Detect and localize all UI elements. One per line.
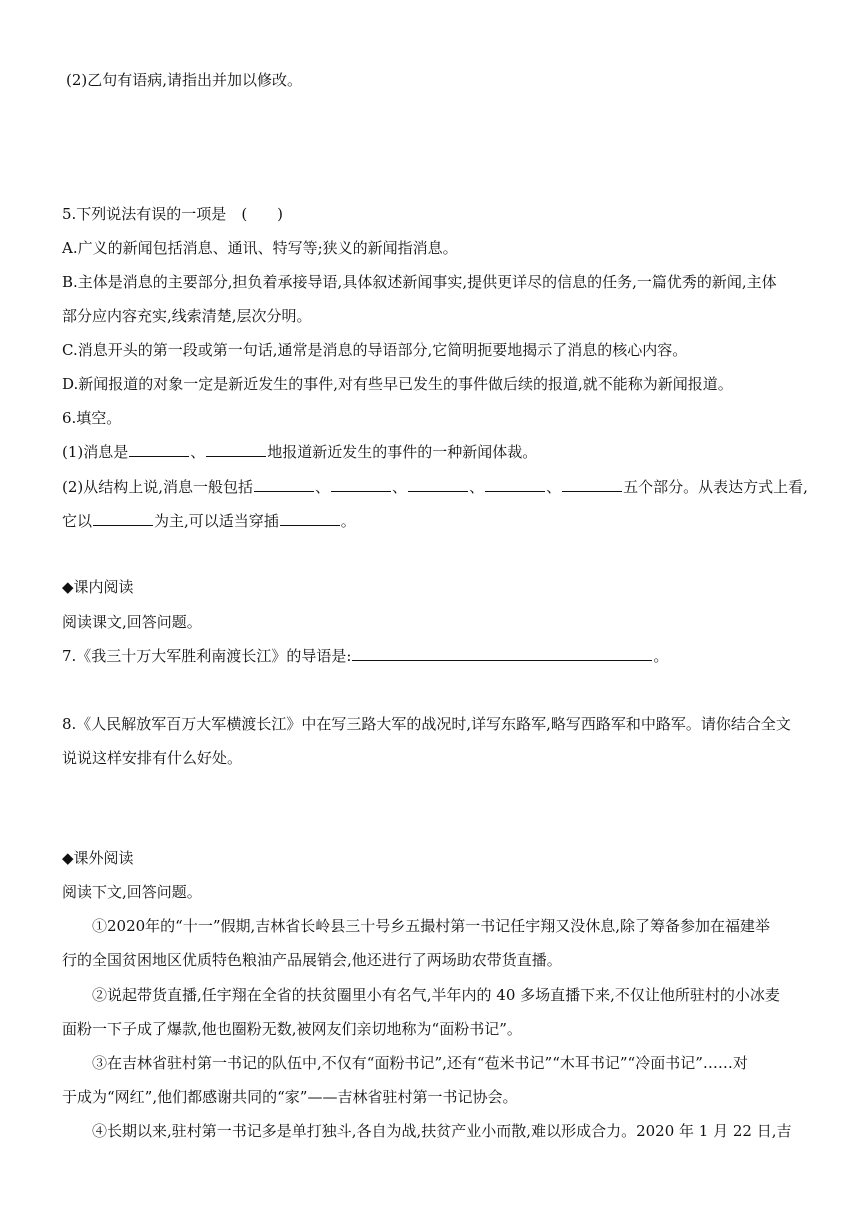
separator: 、 [546, 478, 562, 496]
question-6-stem: 6.填空。 [62, 409, 122, 427]
separator: 、 [469, 478, 485, 496]
passage-paragraph-2-line2: 面粉一下子成了爆款,他也圈粉无数,被网友们亲切地称为“面粉书记”。 [62, 1020, 522, 1038]
answer-blank[interactable] [485, 477, 545, 492]
question-5-stem: 5.下列说法有误的一项是 ( ) [62, 205, 284, 223]
outclass-reading-instruction: 阅读下文,回答问题。 [62, 883, 202, 901]
separator: 、 [190, 443, 206, 461]
question-6-part-2-line1 [62, 477, 808, 497]
q6-part2-text-e: 。 [340, 512, 356, 530]
passage-paragraph-4-line1: ④长期以来,驻村第一书记多是单打独斗,各自为战,扶贫产业小而散,难以形成合力。2020 年 1 月 22 日,吉 [92, 1122, 792, 1140]
answer-blank[interactable] [206, 442, 266, 457]
answer-blank[interactable] [331, 477, 391, 492]
passage-paragraph-1-line2: 行的全国贫困地区优质特色粮油产品展销会,他还进行了两场助农带货直播。 [62, 951, 562, 969]
question-5-option-a: A.广义的新闻包括消息、通讯、特写等;狭义的新闻指消息。 [62, 239, 458, 257]
question-4-part-2: (2)乙句有语病,请指出并加以修改。 [66, 71, 303, 89]
q7-text: 7.《我三十万大军胜利南渡长江》的导语是: [62, 647, 352, 665]
answer-blank[interactable] [254, 477, 314, 492]
q6-part1-text-b: 地报道新近发生的事件的一种新闻体裁。 [267, 443, 538, 461]
passage-paragraph-3-line1: ③在吉林省驻村第一书记的队伍中,不仅有“面粉书记”,还有“苞米书记”“木耳书记”“冷面书记”……对 [92, 1054, 748, 1072]
q6-part2-text-b: 五个部分。从表达方式上看, [623, 478, 808, 496]
q6-part1-text-a: (1)消息是 [62, 443, 129, 461]
answer-blank[interactable] [129, 442, 189, 457]
question-6-part-1 [62, 442, 537, 462]
question-5-option-c: C.消息开头的第一段或第一句话,通常是消息的导语部分,它简明扼要地揭示了消息的核心内容。 [62, 341, 688, 359]
outclass-reading-heading: ◆课外阅读 [62, 849, 134, 867]
inclass-reading-instruction: 阅读课文,回答问题。 [62, 613, 202, 631]
q7-end: 。 [653, 647, 669, 665]
question-7 [62, 646, 668, 666]
q6-part2-text-d: 为主,可以适当穿插 [154, 512, 279, 530]
answer-blank[interactable] [352, 646, 652, 661]
answer-blank[interactable] [562, 477, 622, 492]
passage-paragraph-2-line1: ②说起带货直播,任宇翔在全省的扶贫圈里小有名气,半年内的 40 多场直播下来,不仅让他所驻村的小冰麦 [92, 986, 780, 1004]
inclass-reading-heading: ◆课内阅读 [62, 578, 134, 596]
answer-blank[interactable] [93, 511, 153, 526]
separator: 、 [392, 478, 408, 496]
question-5-option-d: D.新闻报道的对象一定是新近发生的事件,对有些早已发生的事件做后续的报道,就不能称为新闻报道。 [62, 375, 733, 393]
passage-paragraph-3-line2: 于成为“网红”,他们都感谢共同的“家”——吉林省驻村第一书记协会。 [62, 1088, 518, 1106]
question-6-part-2-line2 [62, 511, 356, 531]
q6-part2-text-a: (2)从结构上说,消息一般包括 [62, 478, 254, 496]
answer-blank[interactable] [408, 477, 468, 492]
question-5-option-b-line2: 部分应内容充实,线索清楚,层次分明。 [62, 307, 312, 325]
separator: 、 [315, 478, 331, 496]
question-8-line2: 说说这样安排有什么好处。 [62, 749, 243, 767]
question-8-line1: 8.《人民解放军百万大军横渡长江》中在写三路大军的战况时,详写东路军,略写西路军和中路军。请你结合全文 [62, 715, 791, 733]
passage-paragraph-1-line1: ①2020年的“十一”假期,吉林省长岭县三十号乡五撮村第一书记任宇翔又没休息,除了筹备参加在福建举 [92, 917, 771, 935]
answer-blank[interactable] [280, 511, 340, 526]
question-5-option-b-line1: B.主体是消息的主要部分,担负着承接导语,具体叙述新闻事实,提供更详尽的信息的任务,一篇优秀的新闻,主体 [62, 273, 777, 291]
q6-part2-text-c: 它以 [62, 512, 93, 530]
